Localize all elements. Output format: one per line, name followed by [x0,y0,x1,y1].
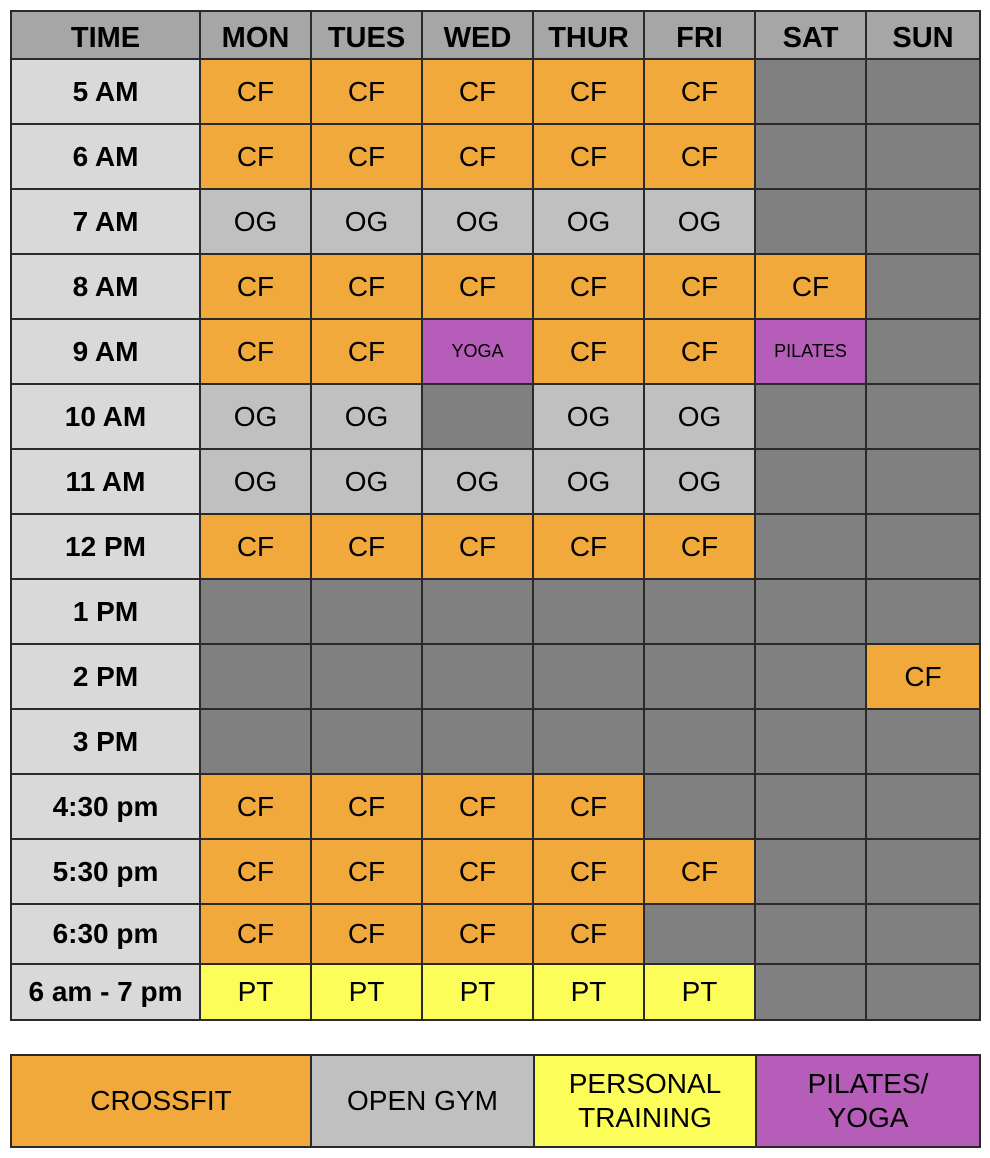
time-slot-label: 6 AM [11,124,200,189]
class-cell-tues: OG [311,384,422,449]
schedule-row [11,59,980,124]
schedule-row [11,514,980,579]
schedule-row [11,579,980,644]
empty-cell-sun [866,449,980,514]
class-cell-mon: CF [200,514,311,579]
class-cell-wed: CF [422,774,533,839]
time-header: TIME [11,11,200,59]
class-cell-tues: OG [311,449,422,514]
class-cell-mon: PT [200,964,311,1020]
schedule-row [11,839,980,904]
class-cell-fri: CF [644,319,755,384]
empty-cell-sat [755,644,866,709]
class-cell-wed: CF [422,124,533,189]
class-cell-mon: CF [200,59,311,124]
class-cell-mon: OG [200,384,311,449]
empty-cell-sat [755,449,866,514]
legend-open-gym: OPEN GYM [311,1055,534,1147]
empty-cell-sun [866,254,980,319]
class-cell-tues: CF [311,904,422,964]
class-cell-sun: CF [866,644,980,709]
class-cell-thur: OG [533,449,644,514]
empty-cell-sat [755,709,866,774]
empty-cell-sat [755,514,866,579]
class-cell-tues: OG [311,189,422,254]
time-slot-label: 8 AM [11,254,200,319]
empty-cell-fri [644,904,755,964]
class-cell-tues: CF [311,124,422,189]
empty-cell-sun [866,189,980,254]
class-cell-mon: CF [200,319,311,384]
schedule-row [11,904,980,964]
legend-row [11,1055,980,1147]
empty-cell-sat [755,384,866,449]
empty-cell-sun [866,59,980,124]
empty-cell-sat [755,964,866,1020]
schedule-row [11,189,980,254]
class-cell-thur: CF [533,514,644,579]
day-header-sun: SUN [866,11,980,59]
empty-cell-sun [866,579,980,644]
empty-cell-sun [866,904,980,964]
class-cell-fri: CF [644,254,755,319]
empty-cell-sat [755,124,866,189]
empty-cell-sun [866,319,980,384]
legend-pilates-yoga: PILATES/ YOGA [756,1055,980,1147]
class-cell-mon: CF [200,254,311,319]
time-slot-label: 9 AM [11,319,200,384]
time-slot-label: 10 AM [11,384,200,449]
class-cell-thur: CF [533,904,644,964]
empty-cell-tues [311,644,422,709]
class-cell-wed: CF [422,904,533,964]
class-cell-fri: CF [644,839,755,904]
schedule-row [11,449,980,514]
time-slot-label: 4:30 pm [11,774,200,839]
empty-cell-sun [866,964,980,1020]
empty-cell-sat [755,774,866,839]
empty-cell-sat [755,839,866,904]
time-slot-label: 6 am - 7 pm [11,964,200,1020]
class-cell-mon: CF [200,904,311,964]
empty-cell-mon [200,644,311,709]
class-cell-tues: CF [311,254,422,319]
class-cell-thur: OG [533,384,644,449]
class-cell-thur: CF [533,319,644,384]
day-header-sat: SAT [755,11,866,59]
empty-cell-sat [755,59,866,124]
class-cell-wed: YOGA [422,319,533,384]
class-cell-wed: OG [422,449,533,514]
schedule-body [11,59,980,1020]
class-cell-thur: PT [533,964,644,1020]
day-header-wed: WED [422,11,533,59]
empty-cell-mon [200,709,311,774]
time-slot-label: 2 PM [11,644,200,709]
class-cell-fri: OG [644,384,755,449]
class-cell-thur: CF [533,254,644,319]
class-cell-wed: CF [422,59,533,124]
time-slot-label: 12 PM [11,514,200,579]
class-cell-fri: OG [644,189,755,254]
empty-cell-sun [866,774,980,839]
class-cell-tues: PT [311,964,422,1020]
class-cell-fri: OG [644,449,755,514]
schedule-row [11,644,980,709]
class-cell-tues: CF [311,514,422,579]
empty-cell-thur [533,709,644,774]
time-slot-label: 5 AM [11,59,200,124]
legend-crossfit: CROSSFIT [11,1055,311,1147]
class-cell-wed: CF [422,514,533,579]
class-cell-mon: CF [200,839,311,904]
class-cell-wed: PT [422,964,533,1020]
class-cell-fri: CF [644,514,755,579]
class-cell-tues: CF [311,319,422,384]
day-header-thur: THUR [533,11,644,59]
schedule-row [11,774,980,839]
class-cell-fri: CF [644,124,755,189]
empty-cell-tues [311,579,422,644]
class-cell-fri: CF [644,59,755,124]
header-row [11,11,980,59]
legend [10,1054,981,1148]
class-cell-wed: CF [422,839,533,904]
schedule-row [11,124,980,189]
empty-cell-sun [866,514,980,579]
empty-cell-fri [644,579,755,644]
class-cell-sat: PILATES [755,319,866,384]
class-cell-sat: CF [755,254,866,319]
legend-personal-training: PERSONAL TRAINING [534,1055,756,1147]
time-slot-label: 6:30 pm [11,904,200,964]
empty-cell-sun [866,709,980,774]
class-cell-mon: CF [200,124,311,189]
empty-cell-sun [866,124,980,189]
time-slot-label: 5:30 pm [11,839,200,904]
day-header-fri: FRI [644,11,755,59]
class-cell-mon: OG [200,189,311,254]
empty-cell-fri [644,774,755,839]
empty-cell-sun [866,839,980,904]
day-header-tues: TUES [311,11,422,59]
empty-cell-fri [644,644,755,709]
time-slot-label: 11 AM [11,449,200,514]
empty-cell-wed [422,579,533,644]
empty-cell-sat [755,189,866,254]
class-cell-mon: OG [200,449,311,514]
class-cell-tues: CF [311,59,422,124]
class-cell-tues: CF [311,839,422,904]
empty-cell-wed [422,644,533,709]
schedule-row [11,384,980,449]
empty-cell-wed [422,384,533,449]
empty-cell-tues [311,709,422,774]
class-cell-thur: CF [533,59,644,124]
class-schedule-table [10,10,981,1021]
time-slot-label: 3 PM [11,709,200,774]
class-cell-thur: OG [533,189,644,254]
class-cell-wed: OG [422,189,533,254]
class-cell-thur: CF [533,124,644,189]
class-cell-tues: CF [311,774,422,839]
day-header-mon: MON [200,11,311,59]
class-cell-fri: PT [644,964,755,1020]
empty-cell-sun [866,384,980,449]
class-cell-mon: CF [200,774,311,839]
time-slot-label: 1 PM [11,579,200,644]
schedule-row [11,964,980,1020]
empty-cell-mon [200,579,311,644]
schedule-row [11,709,980,774]
empty-cell-thur [533,644,644,709]
empty-cell-sat [755,904,866,964]
empty-cell-fri [644,709,755,774]
empty-cell-sat [755,579,866,644]
class-cell-wed: CF [422,254,533,319]
schedule-row [11,319,980,384]
class-cell-thur: CF [533,774,644,839]
empty-cell-wed [422,709,533,774]
class-cell-thur: CF [533,839,644,904]
schedule-row [11,254,980,319]
empty-cell-thur [533,579,644,644]
time-slot-label: 7 AM [11,189,200,254]
